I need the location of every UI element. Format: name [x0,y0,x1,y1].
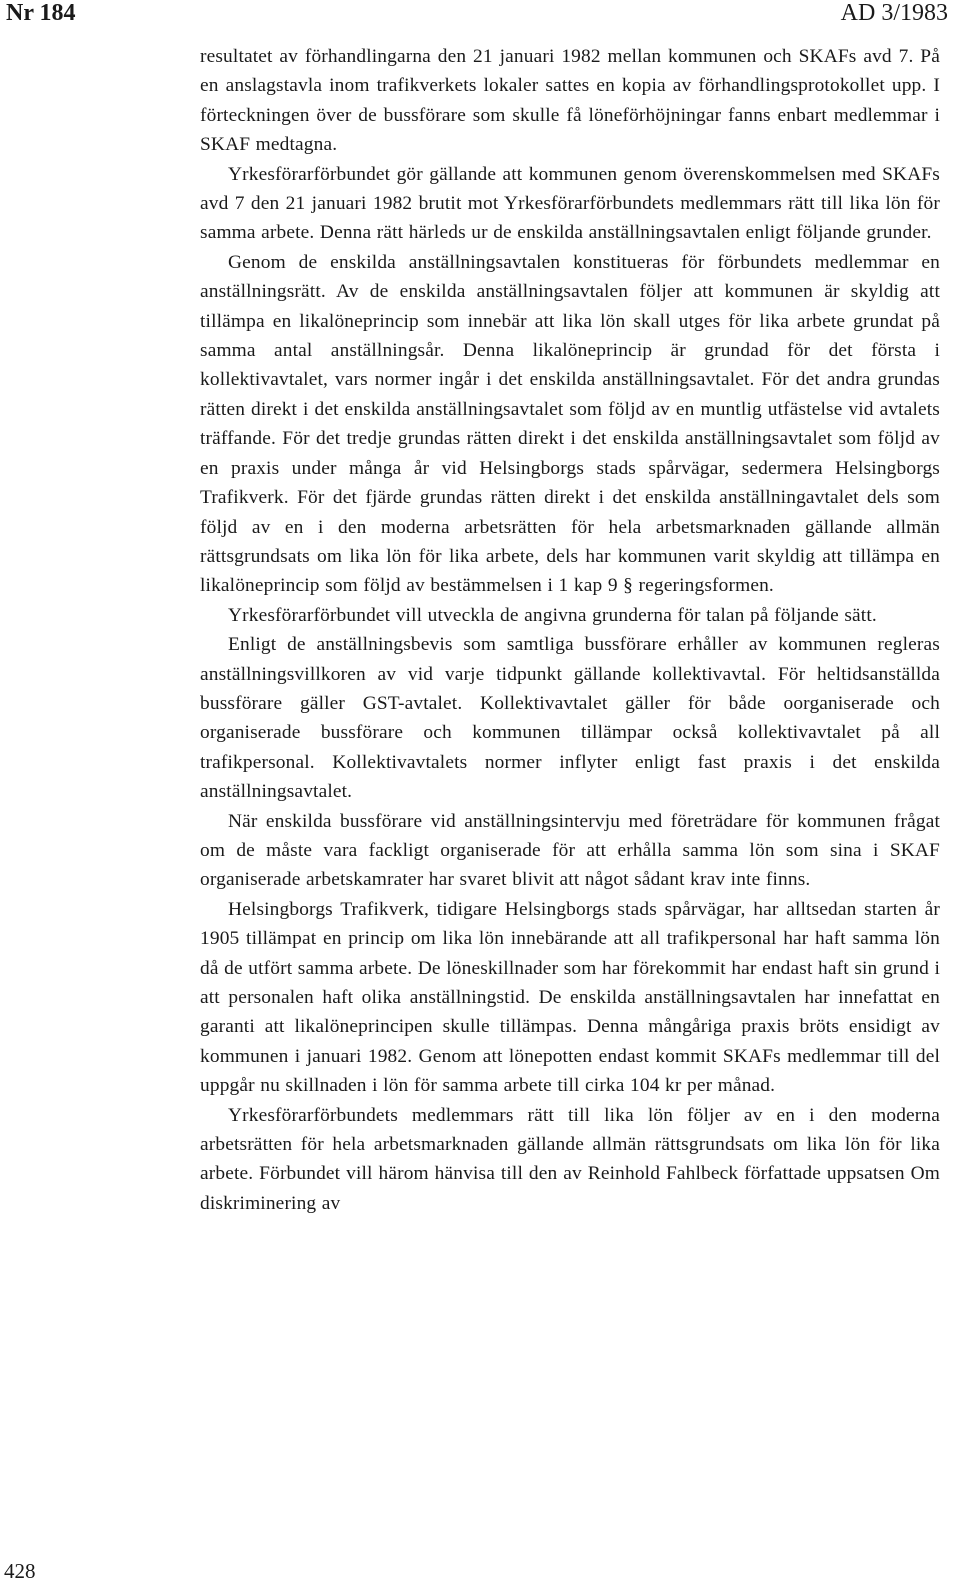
publication-reference: AD 3/1983 [840,0,948,26]
paragraph-1: resultatet av förhandlingarna den 21 januari 1982 mellan kommunen och SKAFs avd 7. På en anslagstavla inom trafikverkets lokaler sattes en kopia av förhandlingsprotokollet upp. I förteckningen över de bussförare som skulle få löneförhöjningar fanns enbart medlemmar i SKAF medtagna. [200,46,940,156]
paragraph-4: Yrkesförarförbundet vill utveckla de angivna grunderna för talan på följande sätt. [228,604,877,626]
paragraph-7: Helsingborgs Trafikverk, tidigare Helsingborgs stads spårvägar, har alltsedan starten år 1905 tillämpat en princip om lika lön innebärande att all trafikpersonal har haft samma lön då de utfört samma arbete. De löneskillnader som har förekommit har endast haft sin grund i att personalen haft olika anställningstid. De enskilda anställningsavtalen har innefattat en garanti att likalöneprincipen skulle tillämpas. Denna mångåriga praxis bröts ensidigt av kommunen i januari 1982. Genom att lönepotten endast kommit SKAFs medlemmar till del uppgår nu skillnaden i lön för samma arbete till cirka 104 kr per månad. [200,898,940,1097]
page-header [0,0,960,30]
paragraph-2: Yrkesförarförbundet gör gällande att kommunen genom överenskommelsen med SKAFs avd 7 den 21 januari 1982 brutit mot Yrkesförarförbundets medlemmars rätt till lika lön för samma arbete. Denna rätt härleds ur de enskilda anställningsavtalen enligt följande grunder. [200,163,940,244]
document-body [200,42,940,1218]
paragraph-3: Genom de enskilda anställningsavtalen konstitueras för förbundets medlemmar en anställningsrätt. Av de enskilda anställningsavtalen följer att kommunen är skyldig att tillämpa en likalöneprincip som innebär att lika lön skall utges för lika arbete grundat på samma antal anställningsår. Denna likalöneprincip är grundad för det första i kollektivavtalet, vars normer ingår i det enskilda anställningsavtalet. För det andra grundas rätten direkt i det enskilda anställningsavtalet som följd av en muntlig utfästelse vid avtalets träffande. För det tredje grundas rätten direkt i det enskilda anställningsavtalet som följd av en praxis under många år vid Helsingborgs stads spårvägar, sedermera Helsingborgs Trafikverk. För det fjärde grundas rätten direkt i det enskilda anställningavtalet dels som följd av en i den moderna arbetsrätten för hela arbetsmarknaden gällande allmän rättsgrundsats om lika lön för lika arbete, dels har kommunen varit skyldig att tillämpa en likalöneprincip som följd av bestämmelsen i 1 kap 9 § regeringsformen. [200,251,940,597]
paragraph-6: När enskilda bussförare vid anställningsintervju med företrädare för kommunen frågat om de måste vara fackligt organiserade för att erhålla samma lön som sina i SKAF organiserade arbetskamrater har svaret blivit att något sådant krav inte finns. [200,810,940,891]
issue-number: Nr 184 [6,0,76,26]
paragraph-8: Yrkesförarförbundets medlemmars rätt till lika lön följer av en i den moderna arbetsrätten för hela arbetsmarknaden gällande allmän rättsgrundsats om lika lön för lika arbete. Förbundet vill härom hänvisa till den av Reinhold Fahlbeck författade uppsatsen Om diskriminering av [200,1104,940,1214]
page-number: 428 [4,1559,36,1583]
paragraph-5: Enligt de anställningsbevis som samtliga bussförare erhåller av kommunen regleras anställningsvillkoren av vid varje tidpunkt gällande kollektivavtal. För heltidsanställda bussförare gäller GST-avtalet. Kollektivavtalet gäller för både oorganiserade och organiserade bussförare och kommunen tillämpar också kollektivavtalet på all trafikpersonal. Kollektivavtalets normer inflyter enligt fast praxis i det enskilda anställningsavtalet. [200,634,940,803]
